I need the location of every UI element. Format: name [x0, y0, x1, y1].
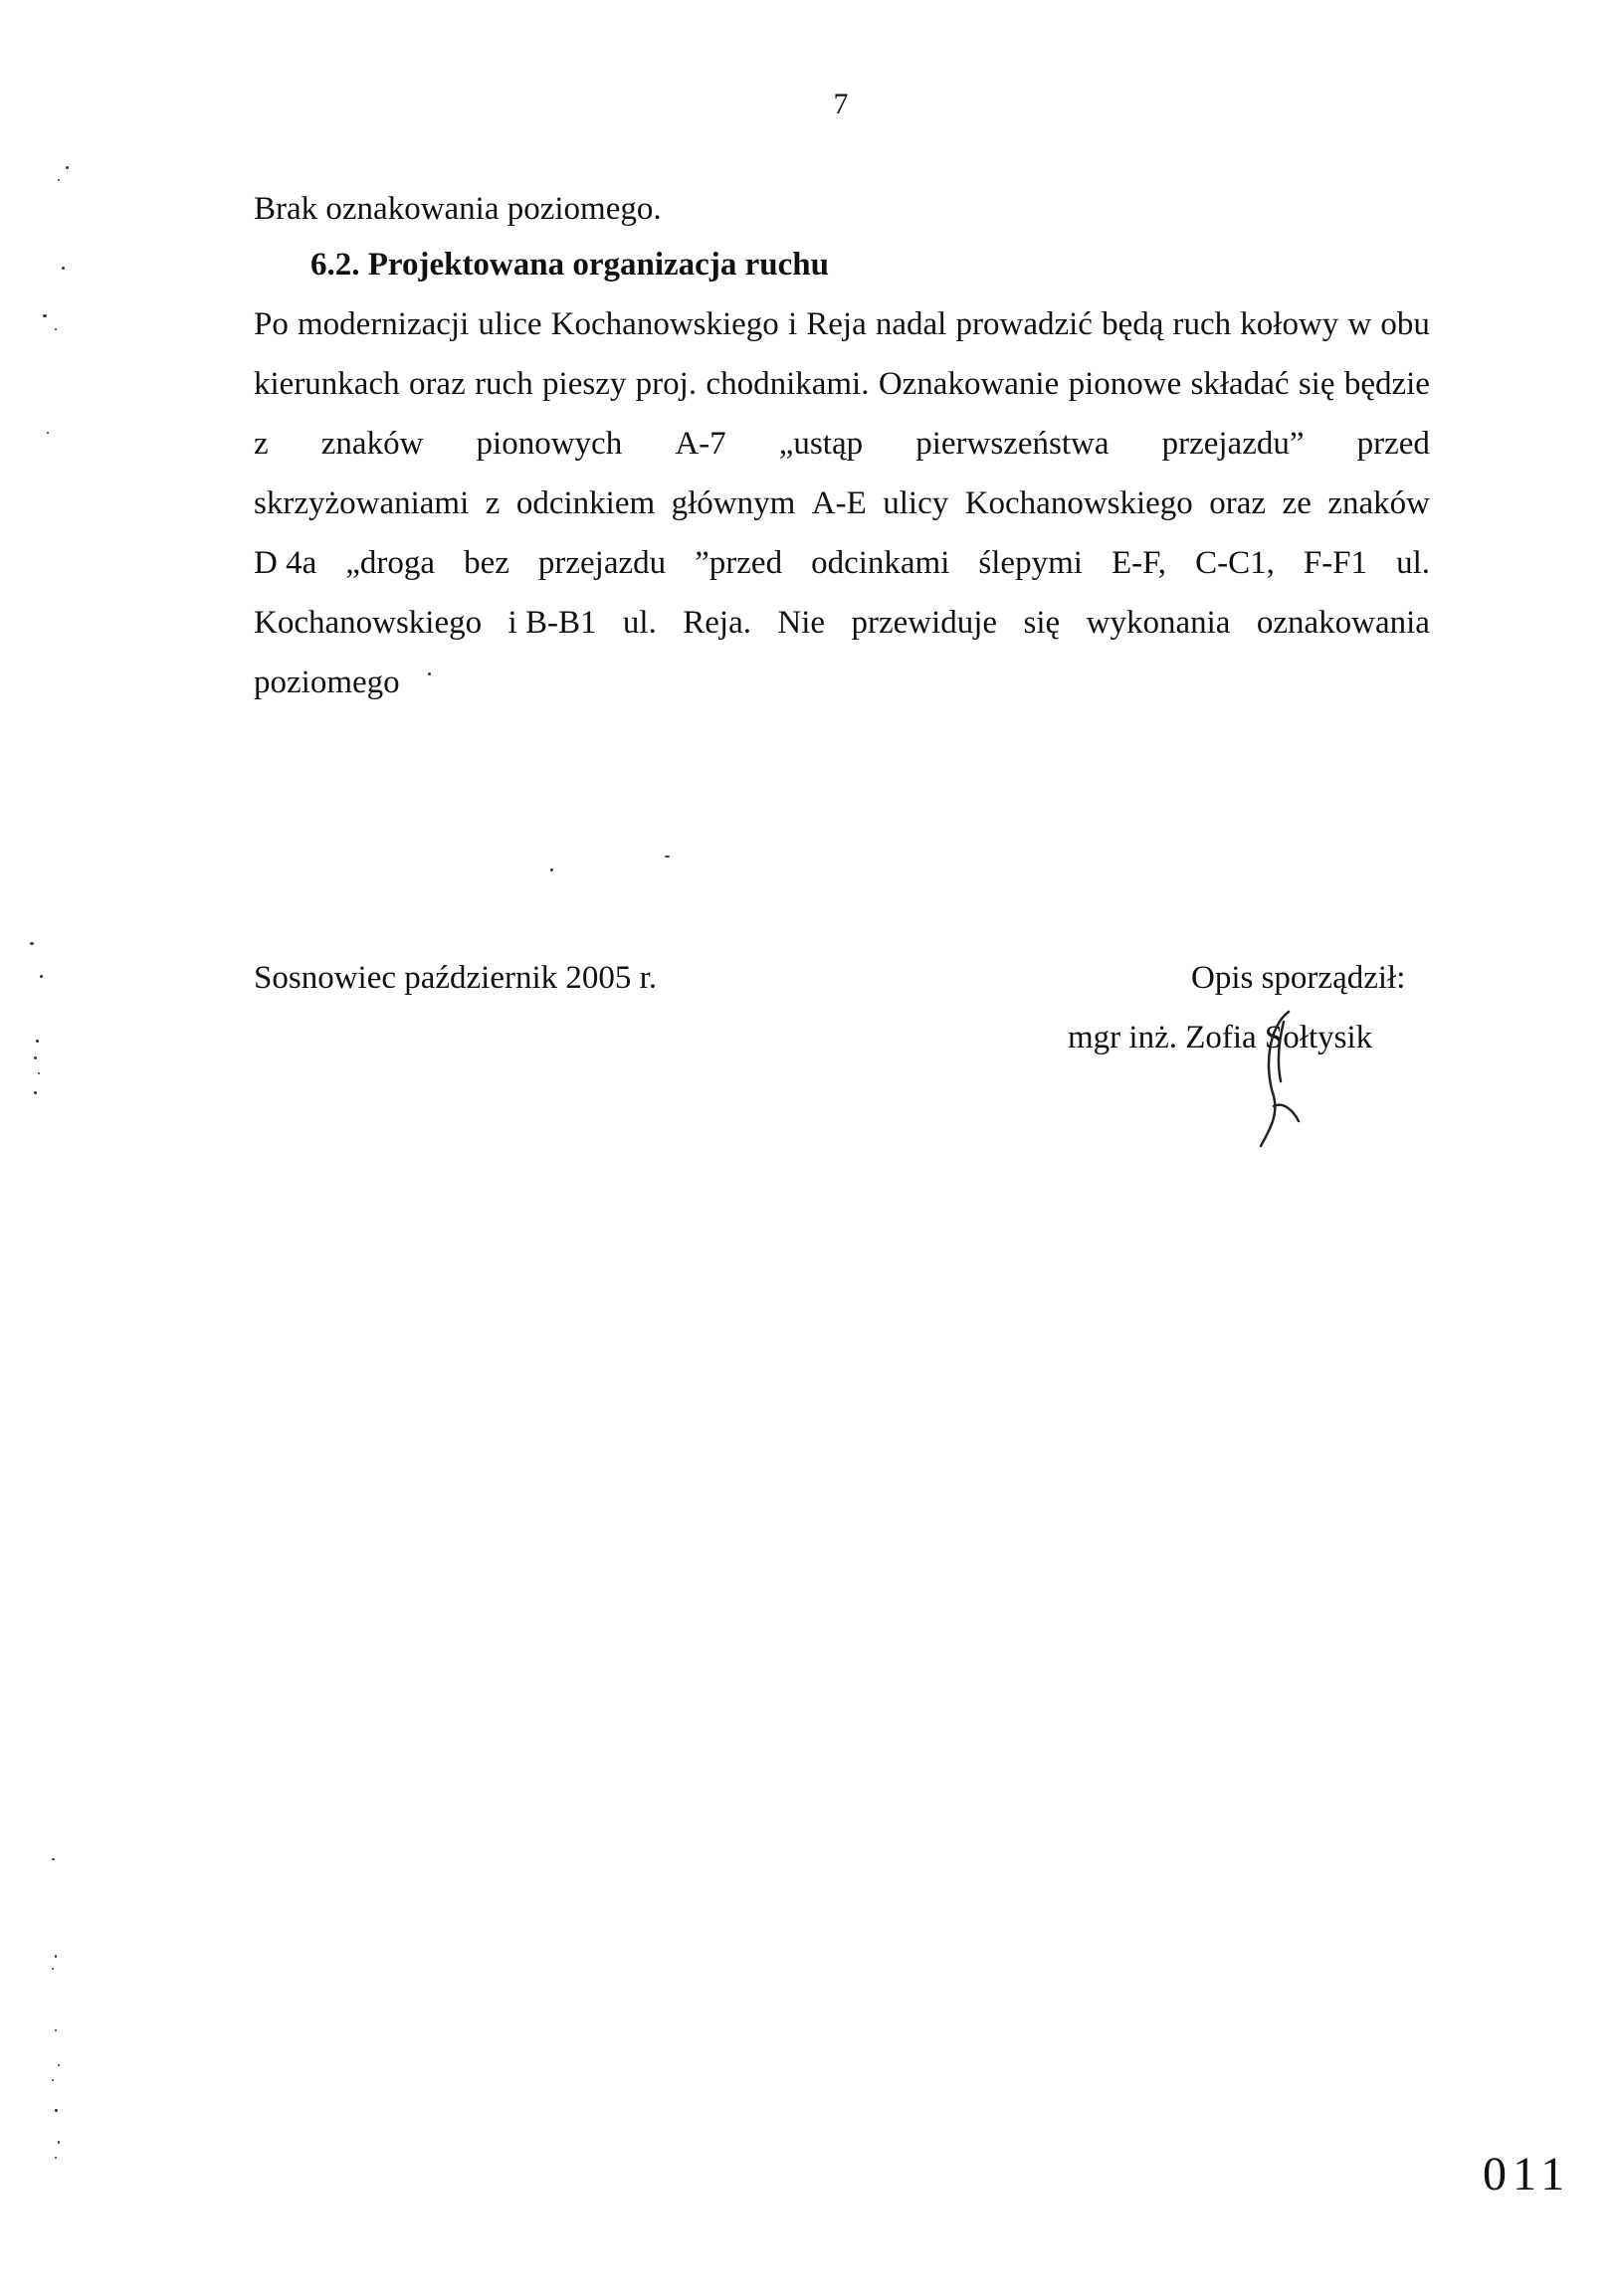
paragraph-line — [254, 426, 1430, 463]
scan-speck — [36, 1040, 39, 1043]
archive-number: 011 — [1483, 2148, 1571, 2200]
paragraph-word: ze — [1282, 485, 1312, 521]
scan-speck — [55, 2029, 57, 2031]
paragraph-line — [254, 605, 1430, 642]
paragraph-word: przejazdu — [537, 545, 667, 581]
paragraph-word: pieszy — [542, 366, 627, 402]
scan-speck — [30, 942, 34, 945]
paragraph-word: przejazdu” — [1161, 426, 1305, 462]
paragraph-word: E-F, — [1111, 545, 1167, 581]
paragraph-word: odcinkiem — [515, 485, 656, 521]
paragraph-word: ruch — [1172, 306, 1232, 342]
paragraph-word: ul. — [622, 605, 657, 641]
paragraph-word: będzie — [1343, 366, 1430, 402]
paragraph-line — [254, 545, 1430, 582]
paragraph-last-line: poziomego — [254, 665, 400, 700]
paragraph-word: ruch — [475, 366, 533, 402]
paragraph-word: „ustąp — [778, 426, 864, 462]
paragraph-word: obu — [1380, 306, 1430, 342]
paragraph-word: Reja — [806, 306, 867, 342]
prepared-by-label: Opis sporządził: — [1191, 960, 1406, 996]
paragraph-word: ”przed — [695, 545, 783, 581]
paragraph-word: ulicy — [883, 485, 949, 521]
paragraph-word: będą — [1102, 306, 1164, 342]
paragraph-word: ślepymi — [978, 545, 1083, 581]
paragraph-word: odcinkami — [811, 545, 950, 581]
paragraph-word: znaków — [1327, 485, 1430, 521]
paragraph-word: pionowe — [1068, 366, 1182, 402]
paragraph-line — [254, 306, 1430, 343]
place-date: Sosnowiec październik 2005 r. — [254, 960, 658, 996]
scan-speck — [34, 1091, 37, 1094]
section-heading — [310, 247, 829, 284]
scan-speck — [428, 672, 431, 675]
scan-speck — [52, 1968, 54, 1970]
paragraph-line — [254, 485, 1430, 522]
handwritten-signature — [1249, 1007, 1338, 1156]
paragraph-word: modernizacji — [298, 306, 470, 342]
scan-speck — [55, 2109, 58, 2112]
paragraph-word: składać — [1190, 366, 1290, 402]
scan-speck — [43, 314, 47, 317]
paragraph-word: D 4a — [254, 545, 317, 581]
paragraph-word: w — [1347, 306, 1372, 342]
paragraph-word: Kochanowskiego — [964, 485, 1193, 521]
paragraph-word: oznakowania — [1256, 605, 1430, 641]
paragraph-word: Reja. — [683, 605, 751, 641]
paragraph-word: pierwszeństwa — [915, 426, 1110, 462]
scan-speck — [550, 868, 553, 871]
paragraph-word: A-E — [811, 485, 867, 521]
paragraph-word: się — [1023, 605, 1061, 641]
intro-line: Brak oznakowania poziomego. — [254, 191, 662, 227]
scan-speck — [52, 1858, 55, 1860]
scan-speck — [34, 1056, 37, 1059]
scan-speck — [40, 975, 43, 978]
paragraph-word: bez — [464, 545, 509, 581]
scan-speck — [62, 267, 65, 270]
paragraph-word: chodnikami. — [706, 366, 870, 402]
section-number: 6.2. — [310, 247, 360, 283]
paragraph-word: proj. — [635, 366, 698, 402]
section-title: Projektowana organizacja ruchu — [367, 247, 829, 283]
paragraph-word: „droga — [345, 545, 436, 581]
paragraph-word: wykonania — [1086, 605, 1231, 641]
page-number: 7 — [833, 88, 849, 120]
scan-speck — [665, 856, 670, 858]
paragraph-word: z — [485, 485, 501, 521]
scan-speck — [55, 2157, 57, 2159]
paragraph-word: pionowych — [476, 426, 623, 462]
paragraph-word: oraz — [1209, 485, 1267, 521]
paragraph-word: z — [254, 426, 269, 462]
paragraph-line — [254, 366, 1430, 403]
paragraph-word: C-C1, — [1195, 545, 1275, 581]
paragraph-word: F-F1 — [1303, 545, 1368, 581]
scan-speck — [55, 328, 57, 330]
paragraph-word: znaków — [320, 426, 424, 462]
paragraph-word: głównym — [671, 485, 796, 521]
paragraph-word: i B-B1 — [507, 605, 597, 641]
paragraph-word: nadal — [875, 306, 947, 342]
paragraph-word: skrzyżowaniami — [254, 485, 470, 521]
scan-speck — [47, 432, 49, 434]
paragraph-word: kołowy — [1240, 306, 1339, 342]
scan-speck — [38, 1072, 40, 1074]
paragraph-word: Nie — [777, 605, 826, 641]
scan-speck — [58, 2141, 60, 2144]
scan-speck — [52, 2079, 54, 2081]
paragraph-word: i — [787, 306, 798, 342]
paragraph-word: Oznakowanie — [878, 366, 1060, 402]
paragraph-word: prowadzić — [955, 306, 1093, 342]
paragraph-word: się — [1298, 366, 1335, 402]
paragraph-word: A-7 — [675, 426, 726, 462]
paragraph-word: ul. — [1396, 545, 1430, 581]
scan-speck — [66, 166, 69, 169]
paragraph-word: przewiduje — [851, 605, 998, 641]
paragraph-word: Kochanowskiego — [550, 306, 779, 342]
scan-speck — [58, 2064, 60, 2066]
author-name: mgr inż. Zofia Sołtysik — [1068, 1020, 1373, 1055]
scan-speck — [55, 1955, 57, 1958]
paragraph-word: Po — [254, 306, 289, 342]
paragraph-word: oraz — [408, 366, 466, 402]
paragraph-word: przed — [1356, 426, 1430, 462]
paragraph-word: ulice — [478, 306, 542, 342]
scan-speck — [58, 179, 60, 181]
paragraph-word: Kochanowskiego — [254, 605, 483, 641]
paragraph-word: kierunkach — [254, 366, 400, 402]
